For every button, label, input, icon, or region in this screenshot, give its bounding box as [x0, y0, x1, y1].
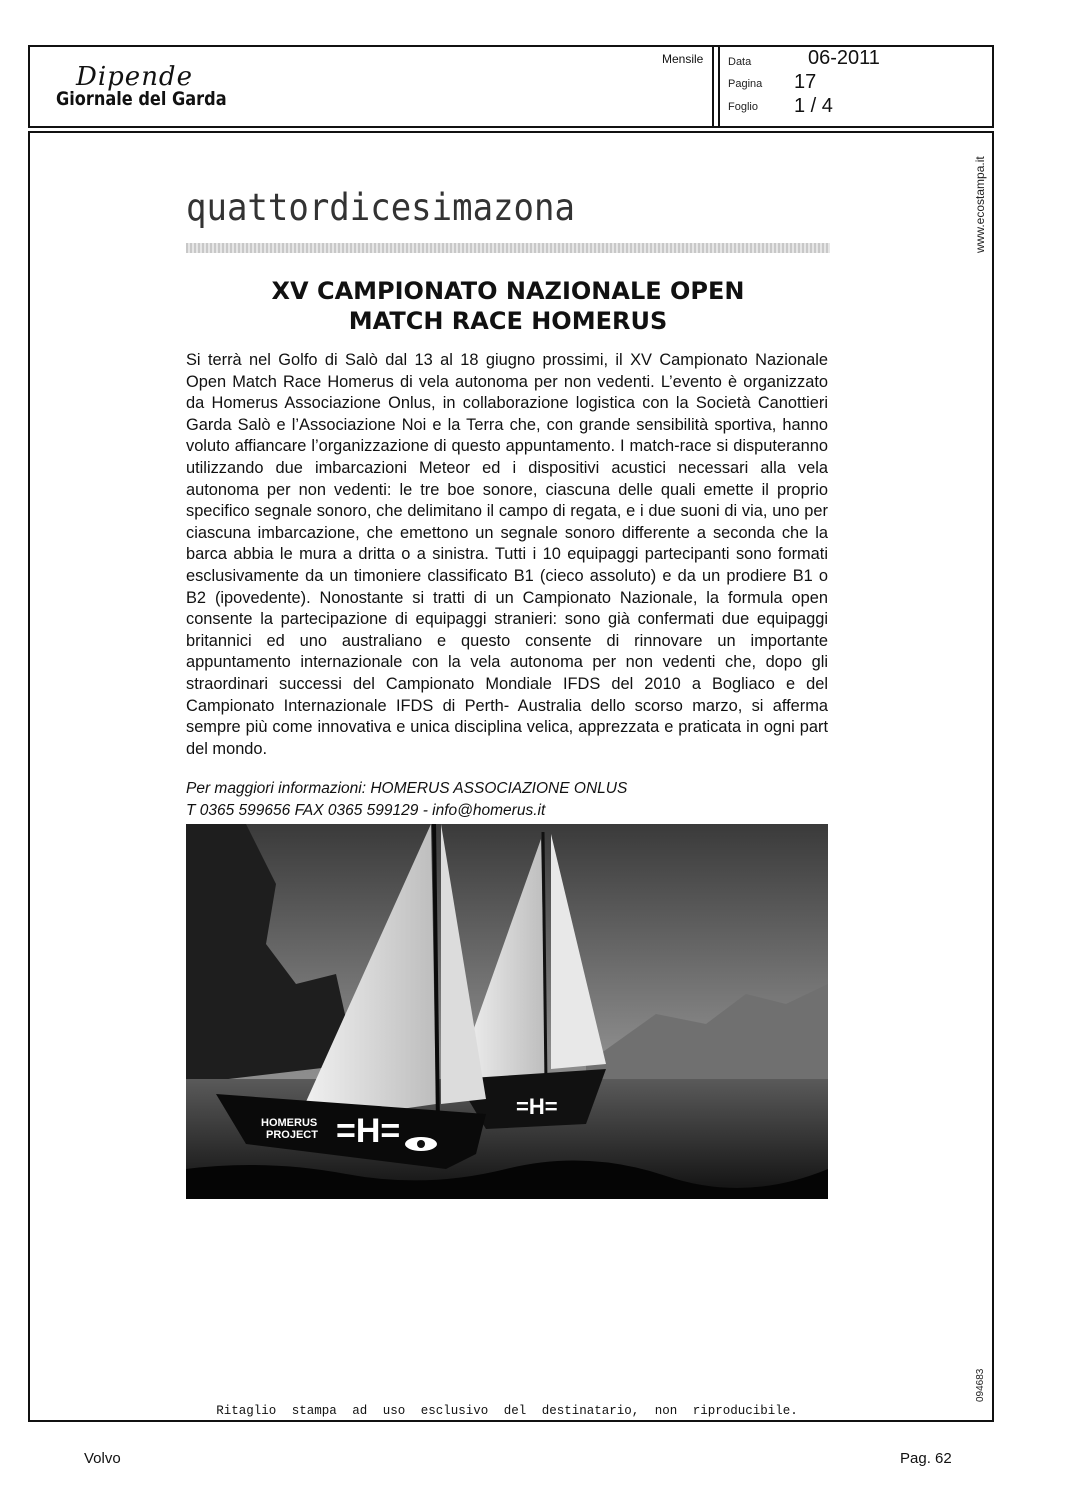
periodicity-label: Mensile: [662, 52, 704, 66]
clipping-notice: Ritaglio stampa ad uso esclusivo del destinatario, non riproducibile.: [216, 1404, 798, 1418]
front-boat-hull-text-1: HOMERUS: [261, 1117, 318, 1129]
header-divider: [712, 45, 714, 128]
article-body: [186, 350, 828, 760]
page-value: 17: [794, 71, 817, 93]
headline-line-1: XV CAMPIONATO NAZIONALE OPEN: [271, 277, 745, 305]
headline-line-2: MATCH RACE HOMERUS: [348, 307, 668, 335]
front-boat-logo: =H=: [336, 1112, 401, 1150]
contact-line-1: Per maggiori informazioni: HOMERUS ASSOCIAZIONE ONLUS: [186, 780, 628, 797]
article-paragraph: Si terrà nel Golfo di Salò dal 13 al 18 giugno prossimi, il XV Campionato Nazionale Open Match Race Homerus di vela autonoma per non vedenti. L’evento è organizzato da Homerus Associazione Onlus, in collaborazione logistica con la Società Canottieri Garda Salò e l’Associazione Noi e la Terra che, con grande sensibilità sportiva, hanno voluto affiancare l’organizzazione di questo appuntamento. I match-race si disputeranno utilizzando due imbarcazioni Meteor ed i dispositivi acustici necessari alla vela autonoma per non vedenti: le tre boe sonore, ciascuna delle quali emette il proprio specifico segnale sonoro, che delimitano il campo di regata, e i due suoni di via, uno per ciascuna imbarcazione, che emettono un segnale sonoro differente a seconda che la barca abbia le mura a dritta o a sinistra. Tutti i 10 equipaggi partecipanti sono formati esclusivamente da un timoniere classificato B1 (cieco assoluto) e da un prodiere B1 o B2 (ipovedente). Nonostante si tratti di un Campionato Nazionale, la formula open consente la partecipazione di equipaggi stranieri: sono già confermati due equipaggi britannici ed uno australiano e questo consente di rinnovare un importante appuntamento internazionale con la vela autonoma per non vedenti che, dopo gli straordinari successi del Campionato Mondiale IFDS del 2010 a Bogliaco e del Campionato Internazionale IFDS di Perth- Australia dello scorso marzo, si afferma sempre più come innovativa e unica disciplina velica, apprezzata e praticata in ogni part del mondo.: [186, 351, 828, 758]
publication-logo: [56, 62, 227, 116]
date-value: 06-2011: [808, 47, 880, 69]
front-boat-hull-text-2: PROJECT: [266, 1129, 318, 1141]
contact-info: [186, 778, 828, 821]
sailing-photo: [186, 824, 828, 1199]
contact-line-2: T 0365 599656 FAX 0365 599129 - info@homerus.it: [186, 801, 546, 819]
sheet-value: 1 / 4: [794, 95, 833, 117]
front-boat-eye-pupil: [417, 1140, 425, 1148]
page-number: Pag. 62: [900, 1450, 952, 1467]
client-label: Volvo: [84, 1450, 121, 1467]
clipping-code: 094683: [975, 1368, 986, 1402]
section-logo: quattordicesimazona: [186, 186, 575, 230]
section-rule: [186, 243, 830, 253]
header-divider: [718, 45, 720, 128]
rear-boat-logo: =H=: [516, 1094, 558, 1119]
date-label: Data: [728, 56, 752, 68]
publication-logo-text: Giornale del Garda: [56, 88, 227, 110]
sheet-label: Foglio: [728, 101, 758, 113]
publication-logo-script: Dipende: [76, 62, 193, 92]
article-headline: [186, 276, 830, 336]
page-label: Pagina: [728, 78, 763, 90]
ecostampa-url: www.ecostampa.it: [973, 156, 987, 254]
